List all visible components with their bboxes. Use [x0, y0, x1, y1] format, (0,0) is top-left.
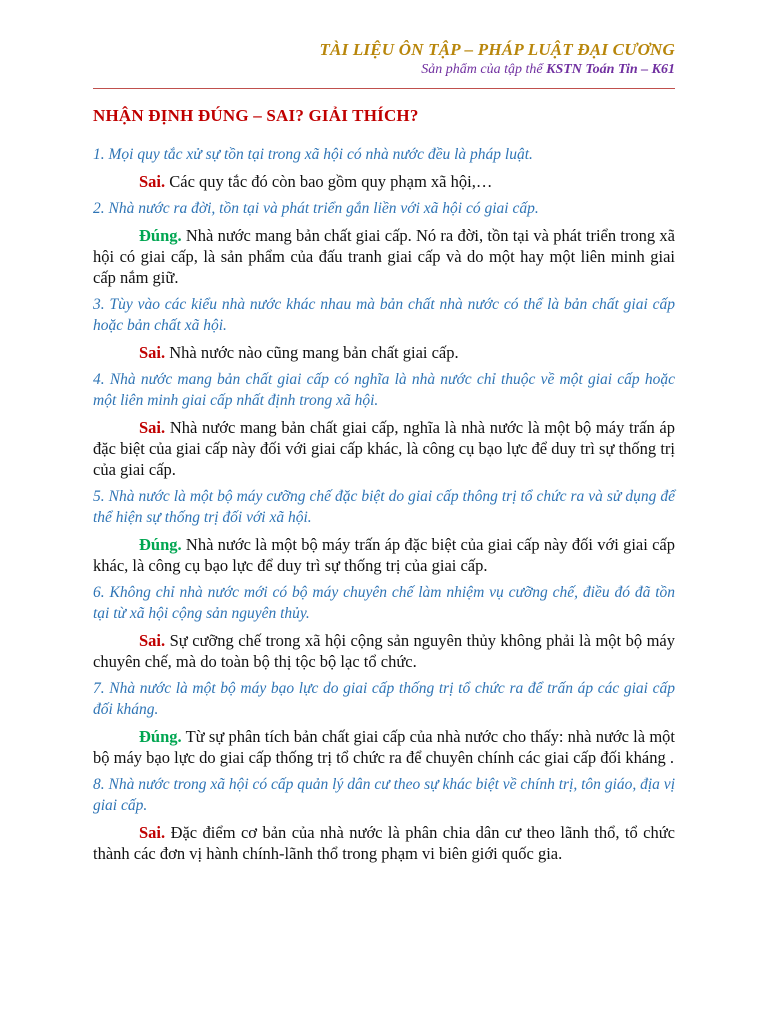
answer-text: Từ sự phân tích bản chất giai cấp của nhà nước cho thấy: nhà nước là một bộ máy bạo lực do giai cấp thống trị tổ chức ra để chuyên chính các giai cấp đối kháng . — [93, 727, 675, 767]
verdict-label: Đúng. — [139, 226, 182, 245]
verdict-label: Đúng. — [139, 535, 182, 554]
document-title: TÀI LIỆU ÔN TẬP – PHÁP LUẬT ĐẠI CƯƠNG — [319, 40, 675, 59]
answer-text: Nhà nước là một bộ máy trấn áp đặc biệt của giai cấp này đối với giai cấp khác, là công cụ bạo lực để duy trì sự thống trị của giai cấp. — [93, 535, 675, 575]
answer — [93, 171, 675, 192]
question-number: 1. — [93, 146, 105, 163]
header-divider — [93, 88, 675, 89]
verdict-label: Sai. — [139, 823, 166, 842]
document-subtitle — [319, 62, 675, 78]
question — [93, 774, 675, 816]
question-number: 6. — [93, 584, 105, 601]
question-number: 7. — [93, 680, 105, 697]
question — [93, 198, 675, 219]
qa-item — [93, 774, 675, 864]
subtitle-prefix: Sản phẩm của tập thể — [421, 62, 547, 77]
verdict-label: Sai. — [139, 631, 166, 650]
question-text: Nhà nước là một bộ máy bạo lực do giai cấp thống trị tổ chức ra để trấn áp các giai cấp đối kháng. — [93, 680, 675, 718]
section-title: NHẬN ĐỊNH ĐÚNG – SAI? GIẢI THÍCH? — [93, 106, 419, 125]
answer — [93, 342, 675, 363]
document-header — [319, 40, 675, 78]
answer — [93, 726, 675, 768]
answer-text: Nhà nước mang bản chất giai cấp, nghĩa là nhà nước là một bộ máy trấn áp đặc biệt của giai cấp này đối với giai cấp khác, là công cụ bạo lực để duy trì sự thống trị của giai cấp. — [93, 418, 675, 479]
qa-item — [93, 582, 675, 672]
qa-item — [93, 198, 675, 288]
answer-text: Sự cưỡng chế trong xã hội cộng sản nguyên thủy không phải là một bộ máy chuyên chế, mà do toàn bộ thị tộc bộ lạc tổ chức. — [93, 631, 675, 671]
question-text: Tùy vào các kiểu nhà nước khác nhau mà bản chất nhà nước có thể là bản chất giai cấp hoặc bản chất xã hội. — [93, 296, 675, 334]
answer — [93, 417, 675, 480]
qa-item — [93, 486, 675, 576]
verdict-label: Sai. — [139, 343, 166, 362]
subtitle-team: KSTN Toán Tin – K61 — [546, 62, 675, 77]
question-text: Không chỉ nhà nước mới có bộ máy chuyên chế làm nhiệm vụ cưỡng chế, điều đó đã tồn tại từ xã hội cộng sản nguyên thủy. — [93, 584, 675, 622]
question — [93, 294, 675, 336]
question — [93, 369, 675, 411]
question — [93, 678, 675, 720]
document-body — [93, 106, 675, 870]
question-text: Nhà nước là một bộ máy cưỡng chế đặc biệt do giai cấp thông trị tổ chức ra và sử dụng để thể hiện sự thống trị đối với xã hội. — [93, 488, 675, 526]
answer-text: Đặc điểm cơ bản của nhà nước là phân chia dân cư theo lãnh thổ, tổ chức thành các đơn vị hành chính-lãnh thổ trong phạm vi biên giới quốc gia. — [93, 823, 675, 863]
question-number: 4. — [93, 371, 105, 388]
question — [93, 582, 675, 624]
verdict-label: Sai. — [139, 172, 166, 191]
question — [93, 144, 675, 165]
question-text: Mọi quy tắc xử sự tồn tại trong xã hội có nhà nước đều là pháp luật. — [104, 146, 533, 163]
qa-item — [93, 678, 675, 768]
question-number: 3. — [93, 296, 105, 313]
question-number: 8. — [93, 776, 105, 793]
answer-text: Nhà nước mang bản chất giai cấp. Nó ra đời, tồn tại và phát triển trong xã hội có giai cấp, là sản phẩm của đấu tranh giai cấp và do một hay một liên minh giai cấp nắm giữ. — [93, 226, 675, 287]
answer — [93, 225, 675, 288]
answer — [93, 630, 675, 672]
verdict-label: Đúng. — [139, 727, 182, 746]
question-number: 2. — [93, 200, 105, 217]
qa-item — [93, 144, 675, 192]
answer — [93, 822, 675, 864]
answer-text: Các quy tắc đó còn bao gồm quy phạm xã hội,… — [165, 172, 493, 191]
qa-item — [93, 369, 675, 480]
verdict-label: Sai. — [139, 418, 166, 437]
qa-item — [93, 294, 675, 363]
question-number: 5. — [93, 488, 105, 505]
question — [93, 486, 675, 528]
answer-text: Nhà nước nào cũng mang bản chất giai cấp. — [165, 343, 459, 362]
question-text: Nhà nước trong xã hội có cấp quản lý dân cư theo sự khác biệt về chính trị, tôn giáo, địa vị giai cấp. — [93, 776, 675, 814]
question-text: Nhà nước mang bản chất giai cấp có nghĩa là nhà nước chỉ thuộc về một giai cấp hoặc một liên minh giai cấp nhất định trong xã hội. — [93, 371, 675, 409]
answer — [93, 534, 675, 576]
question-text: Nhà nước ra đời, tồn tại và phát triển gắn liền với xã hội có giai cấp. — [104, 200, 539, 217]
